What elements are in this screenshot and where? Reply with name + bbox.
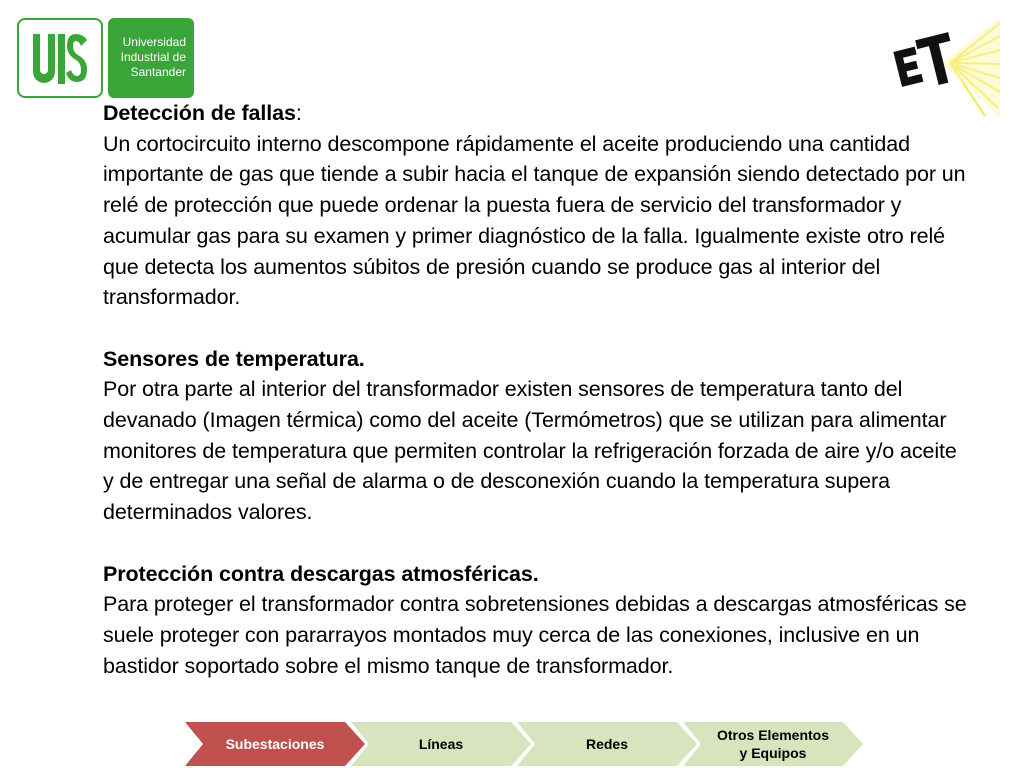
heading-colon: : — [295, 101, 302, 125]
university-line-2: Industrial de — [120, 50, 186, 64]
section-body: Para proteger el transformador contra sobretensiones debidas a descargas atmosféricas se suele proteger con pararrayos montados muy cerca de las conexiones, inclusive en un bastidor soportado sobre el mismo tanque de transformador. — [103, 592, 967, 678]
section-heading: Detección de fallas — [103, 101, 296, 125]
nav-label: Subestaciones — [225, 736, 325, 752]
university-line-1: Universidad — [122, 35, 186, 49]
section-fallas — [103, 98, 973, 129]
nav-label-line-1: Otros Elementos — [716, 727, 830, 743]
nav-subestaciones[interactable] — [185, 722, 365, 766]
university-line-3: Santander — [130, 65, 186, 79]
bottom-navigation — [185, 722, 865, 768]
section-heading: Protección contra descargas atmosféricas. — [103, 561, 539, 586]
section-heading: Sensores de temperatura. — [103, 346, 365, 371]
uis-monogram-icon — [29, 32, 91, 86]
nav-redes[interactable] — [517, 722, 697, 766]
nav-label: Redes — [585, 736, 629, 752]
nav-otros-elementos[interactable] — [683, 722, 863, 766]
section-body: Por otra parte al interior del transformador existen sensores de temperatura tanto del devanado (Imagen térmica) como del aceite (Termómetros) que se utilizan para alimentar monitores de temperatura que permiten controlar la refrigeración forzada de aire y/o aceite y de entregar una señal de alarma o de desconexión cuando la temperatura supera determinados valores. — [103, 377, 957, 525]
university-name — [108, 18, 194, 98]
nav-label-line-2: y Equipos — [739, 745, 807, 761]
nav-label — [717, 726, 829, 762]
section-body: Un cortocircuito interno descompone rápidamente el aceite produciendo una cantidad importante de gas que tiende a subir hacia el tanque de expansión siendo detectado por un relé de protección que puede ordenar la puesta fuera de servicio del transformador y acumular gas para su examen y primer diagnóstico de la falla. Igualmente existe otro relé que detecta los aumentos súbitos de presión cuando se produce gas al interior del transformador. — [103, 131, 966, 310]
slide-content — [103, 98, 973, 681]
nav-lineas[interactable] — [351, 722, 531, 766]
uis-logo — [17, 18, 103, 98]
nav-label: Líneas — [418, 736, 464, 752]
